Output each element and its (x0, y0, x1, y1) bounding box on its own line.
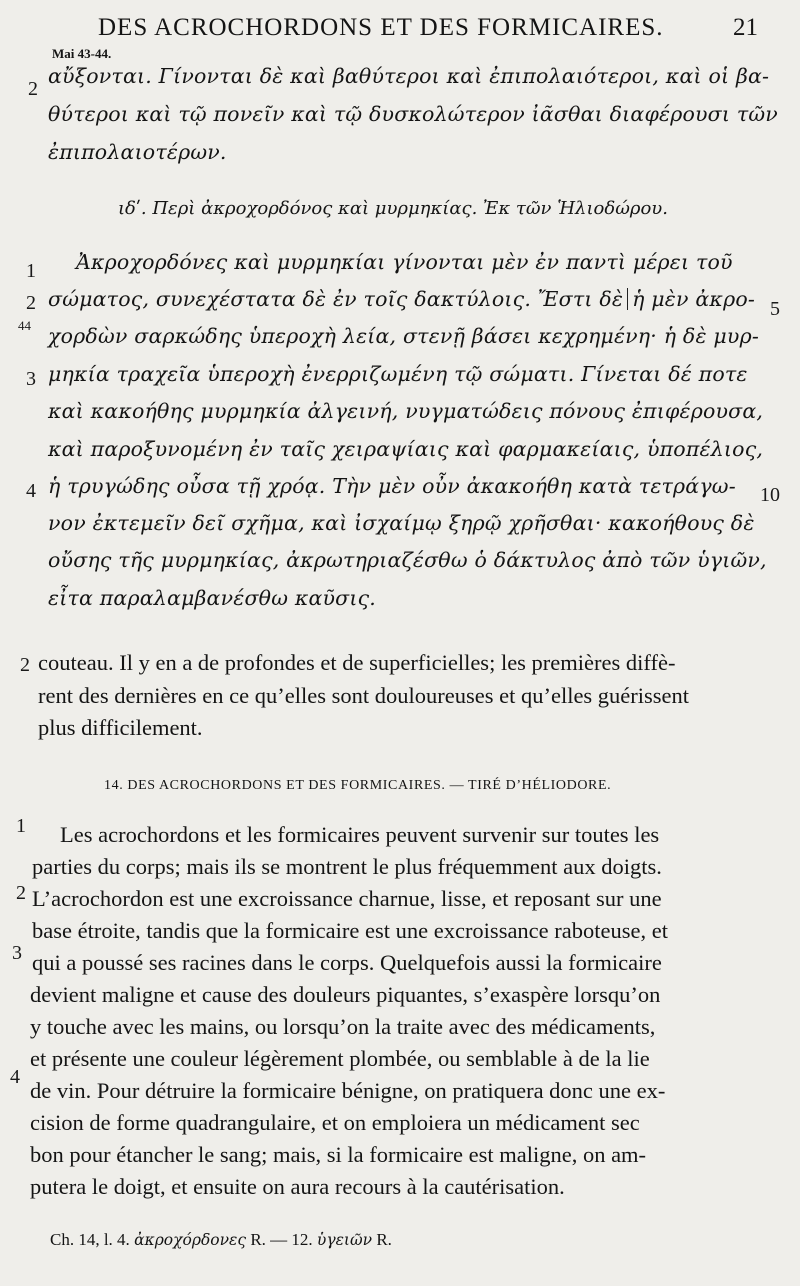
greek-text-line: χορδὼν σαρκώδης ὑπεροχὴ λεία, στενῇ βάσει κεχρημένη· ἡ δὲ μυρ- (48, 324, 759, 348)
footnote-siglum: R. (376, 1230, 392, 1249)
margin-line-number: 1 (26, 260, 36, 282)
greek-text-segment: ἡ μὲν ἀκρο- (632, 287, 755, 311)
margin-line-number: 2 (20, 654, 30, 676)
greek-text-line: αὔξονται. Γίνονται δὲ καὶ βαθύτεροι καὶ ἐπιπολαιότεροι, καὶ οἱ βα- (48, 64, 770, 88)
footnote-siglum: R. — 12. (250, 1230, 313, 1249)
margin-line-number-right: 5 (770, 298, 780, 320)
greek-text-line: καὶ κακοήθης μυρμηκία ἀλγεινή, νυγματώδεις πόνους ἐπιφέρουσα, (48, 399, 764, 423)
french-text-line: Les acrochordons et les formicaires peuvent survenir sur toutes les (60, 822, 660, 847)
french-text-line: parties du corps; mais ils se montrent le plus fréquemment aux doigts. (32, 854, 662, 879)
greek-text-line: Ἀκροχορδόνες καὶ μυρμηκίαι γίνονται μὲν ἐν παντὶ μέρει τοῦ (76, 250, 733, 274)
greek-text-line: οὔσης τῆς μυρμηκίας, ἀκρωτηριαζέσθω ὁ δάκτυλος ἀπὸ τῶν ὑγιῶν, (48, 548, 767, 572)
footnote-variant: ἀκροχόρδονες (134, 1231, 247, 1249)
french-text-line: plus difficilement. (38, 715, 203, 740)
french-text-line: bon pour étancher le sang; mais, si la formicaire est maligne, on am- (30, 1142, 647, 1167)
footnote-variant: ὑγειῶν (316, 1231, 373, 1249)
greek-text-line (48, 287, 755, 311)
greek-text-segment: σώματος, συνεχέστατα δὲ ἐν τοῖς δακτύλοις. Ἔστι δὲ (48, 287, 624, 311)
french-text-line: de vin. Pour détruire la formicaire bénigne, on pratiquera donc une ex- (30, 1078, 666, 1103)
margin-line-number: 2 (16, 882, 26, 904)
french-text-line: qui a poussé ses racines dans le corps. Quelquefois aussi la formicaire (32, 950, 662, 975)
running-head: DES ACROCHORDONS ET DES FORMICAIRES. (98, 14, 664, 41)
margin-line-number: 2 (28, 78, 38, 100)
margin-line-number: 4 (26, 480, 36, 502)
margin-page-reference: 44 (18, 318, 31, 333)
french-text-line: devient maligne et cause des douleurs piquantes, s’exaspère lorsqu’on (30, 982, 661, 1007)
french-text-line: base étroite, tandis que la formicaire est une excroissance raboteuse, et (32, 918, 668, 943)
greek-text-line: θύτεροι καὶ τῷ πονεῖν καὶ τῷ δυσκολώτερον ἰᾶσθαι διαφέρουσι τῶν (48, 102, 778, 126)
french-chapter-title: 14. DES ACROCHORDONS ET DES FORMICAIRES. — TIRÉ D’HÉLIODORE. (104, 778, 612, 793)
french-text-line: y touche avec les mains, ou lorsqu’on la traite avec des médicaments, (30, 1014, 656, 1039)
margin-line-number: 1 (16, 815, 26, 837)
french-text-line: L’acrochordon est une excroissance charnue, lisse, et reposant sur une (32, 886, 662, 911)
margin-line-number: 3 (12, 942, 22, 964)
french-text-line: cision de forme quadrangulaire, et on emploiera un médicament sec (30, 1110, 640, 1135)
page-header (98, 14, 758, 48)
greek-chapter-title: ιδʹ. Περὶ ἀκροχορδόνος καὶ μυρμηκίας. Ἐκ τῶν Ἡλιοδώρου. (118, 198, 668, 219)
footnote (50, 1230, 392, 1250)
french-text-line: putera le doigt, et ensuite on aura recours à la cautérisation. (30, 1174, 565, 1199)
greek-text-line: μηκία τραχεῖα ὑπεροχὴ ἐνερριζωμένη τῷ σώματι. Γίνεται δέ ποτε (48, 362, 748, 386)
french-text-line: rent des dernières en ce qu’elles sont douloureuses et qu’elles guérissent (38, 683, 690, 708)
page-number: 21 (733, 14, 758, 41)
french-text-line: et présente une couleur légèrement plombée, ou semblable à de la lie (30, 1046, 650, 1071)
margin-line-number: 3 (26, 368, 36, 390)
manuscript-reference: Mai 43-44. (52, 46, 112, 61)
greek-text-line: καὶ παροξυνομένη ἐν ταῖς χειραψίαις καὶ φαρμακείαις, ὑποπέλιος, (48, 437, 764, 461)
french-text-line: couteau. Il y en a de profondes et de superficielles; les premières diffè- (38, 650, 676, 675)
footnote-reference: Ch. 14, l. 4. (50, 1230, 130, 1249)
margin-line-number: 4 (10, 1066, 20, 1088)
greek-text-line: ἐπιπολαιοτέρων. (48, 140, 227, 164)
greek-text-line: νον ἐκτεμεῖν δεῖ σχῆμα, καὶ ἰσχαίμῳ ξηρῷ χρῆσθαι· κακοήθους δὲ (48, 511, 755, 535)
margin-line-number: 2 (26, 292, 36, 314)
page-break-marker (627, 288, 628, 310)
greek-text-line: ἡ τρυγώδης οὖσα τῇ χρόᾳ. Τὴν μὲν οὖν ἀκακοήθη κατὰ τετράγω- (48, 474, 736, 498)
margin-line-number-right: 10 (760, 484, 780, 506)
greek-text-line: εἶτα παραλαμβανέσθω καῦσις. (48, 586, 377, 610)
